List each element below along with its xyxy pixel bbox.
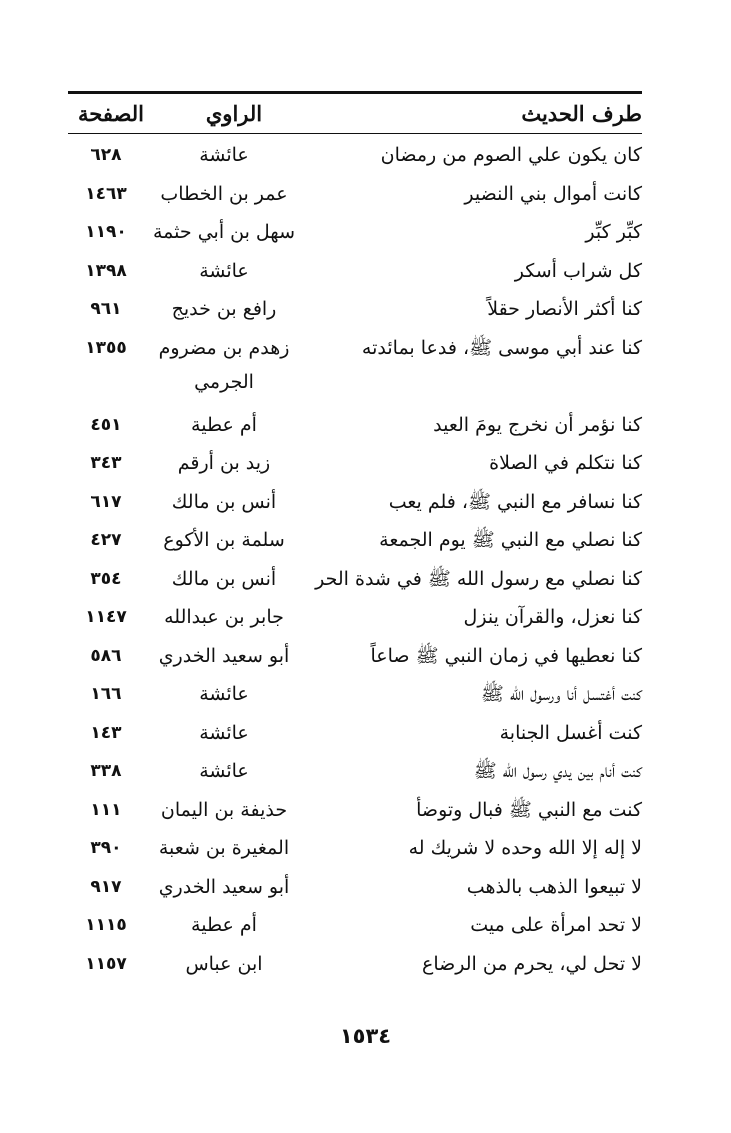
page-ref: ٤٥١ xyxy=(90,414,122,435)
page-ref: ١٦٦ xyxy=(90,684,122,704)
table-row xyxy=(68,600,642,639)
header-hadith: طرف الحديث xyxy=(521,100,642,126)
hadith-text: كنا نعزل، والقرآن ينزل xyxy=(463,606,642,628)
hadith-text: كنت مع النبي ﷺ فبال وتوضأ xyxy=(416,798,642,821)
table-row xyxy=(68,639,642,678)
hadith-text: لا إله إلا الله وحده لا شريك له xyxy=(408,837,642,859)
table-row xyxy=(68,138,642,177)
narrator-name: سهل بن أبي حثمة xyxy=(153,221,295,243)
page-ref: ١٣٥٥ xyxy=(85,337,127,358)
narrator-name: حذيفة بن اليمان xyxy=(160,798,288,821)
hadith-text: كنا نصلي مع النبي ﷺ يوم الجمعة xyxy=(379,529,642,551)
page-ref: ٥٨٦ xyxy=(90,645,122,666)
hadith-text: كنا نعطيها في زمان النبي ﷺ صاعاً xyxy=(370,644,642,667)
page-ref: ٣٣٨ xyxy=(90,761,122,781)
page-ref: ١٤٣ xyxy=(90,722,122,743)
hadith-text: كنت أنام بين يدي رسول الله ﷺ xyxy=(473,760,642,782)
narrator-name: أم عطية xyxy=(191,914,257,936)
narrator-name: أم عطية xyxy=(191,413,257,436)
table-row xyxy=(68,677,642,716)
table-row xyxy=(68,485,642,524)
table-row xyxy=(68,408,642,447)
header-page: الصفحة xyxy=(78,100,144,126)
hadith-text: كان يكون علي الصوم من رمضان xyxy=(380,144,642,166)
narrator-name: المغيرة بن شعبة xyxy=(158,837,290,859)
page-ref: ١٣٩٨ xyxy=(85,260,127,281)
hadith-text: كنا نتكلم في الصلاة xyxy=(489,452,642,474)
hadith-text: كنا أكثر الأنصار حقلاً xyxy=(487,298,642,320)
page-ref: ٣٩٠ xyxy=(90,838,122,858)
hadith-text: كل شراب أسكر xyxy=(514,259,642,282)
table-row xyxy=(68,908,642,947)
table-row xyxy=(68,523,642,562)
table-row xyxy=(68,292,642,331)
hadith-text: كانت أموال بني النضير xyxy=(464,182,642,205)
narrator-name: عائشة xyxy=(199,144,249,166)
table-body xyxy=(68,138,642,985)
hadith-text: كبِّر كبِّر xyxy=(585,221,642,243)
page-ref: ٦١٧ xyxy=(90,491,122,512)
hadith-text: كنا نؤمر أن نخرج يومَ العيد xyxy=(433,413,642,436)
page-ref: ١٤٦٣ xyxy=(85,183,127,204)
table-row xyxy=(68,177,642,216)
page-ref: ٣٥٤ xyxy=(90,568,122,589)
header-narrator: الراوي xyxy=(205,100,263,126)
table-row xyxy=(68,446,642,485)
narrator-name: أنس بن مالك xyxy=(171,567,277,590)
page-ref: ١١٥٧ xyxy=(85,953,127,974)
narrator-name: جابر بن عبدالله xyxy=(164,606,284,628)
table-row xyxy=(68,215,642,254)
hadith-text: كنا عند أبي موسى ﷺ، فدعا بمائدته xyxy=(361,336,642,359)
page-ref: ٩١٧ xyxy=(90,876,122,897)
narrator-name: زيد بن أرقم xyxy=(177,452,271,474)
hadith-text: كنا نصلي مع رسول الله ﷺ في شدة الحر xyxy=(315,567,642,590)
narrator-name: أنس بن مالك xyxy=(171,490,277,513)
narrator-name: ابن عباس xyxy=(185,952,263,975)
hadith-text: كنت أغتسل أنا ورسول الله ﷺ xyxy=(480,683,642,705)
narrator-name: زهدم بن مضروم الجرمي xyxy=(158,336,290,393)
page-ref: ١١٤٧ xyxy=(85,607,127,627)
table-row xyxy=(68,870,642,909)
table-row xyxy=(68,562,642,601)
page-number: ١٥٣٤ xyxy=(339,1024,392,1048)
hadith-text: كنت أغسل الجنابة xyxy=(499,721,642,744)
hadith-text: كنا نسافر مع النبي ﷺ، فلم يعب xyxy=(388,490,642,513)
narrator-name: عائشة xyxy=(199,760,249,782)
narrator-name: عائشة xyxy=(199,683,249,705)
page-ref: ١١١ xyxy=(90,799,122,820)
page-ref: ٩٦١ xyxy=(90,299,122,319)
narrator-name: عمر بن الخطاب xyxy=(160,182,288,205)
hadith-text: لا تحل لي، يحرم من الرضاع xyxy=(422,952,642,975)
narrator-name: عائشة xyxy=(199,721,249,744)
narrator-name: أبو سعيد الخدري xyxy=(158,644,290,667)
table-row xyxy=(68,331,642,408)
narrator-name: رافع بن خديج xyxy=(171,298,277,320)
narrator-name: عائشة xyxy=(199,259,249,282)
page-ref: ٣٤٣ xyxy=(90,453,122,473)
header-rule xyxy=(68,133,642,134)
page-ref: ١١١٥ xyxy=(85,915,127,935)
table-row xyxy=(68,254,642,293)
narrator-name: سلمة بن الأكوع xyxy=(163,529,285,551)
page-ref: ٤٢٧ xyxy=(90,530,122,550)
table-row xyxy=(68,716,642,755)
page-ref: ٦٢٨ xyxy=(90,145,122,165)
table-row xyxy=(68,947,642,986)
page-ref: ١١٩٠ xyxy=(85,222,127,242)
hadith-text: لا تبيعوا الذهب بالذهب xyxy=(466,875,642,898)
table-header xyxy=(68,94,642,132)
hadith-text: لا تحد امرأة على ميت xyxy=(470,914,642,936)
narrator-name: أبو سعيد الخدري xyxy=(158,875,290,898)
table-row xyxy=(68,793,642,832)
table-row xyxy=(68,831,642,870)
table-row xyxy=(68,754,642,793)
